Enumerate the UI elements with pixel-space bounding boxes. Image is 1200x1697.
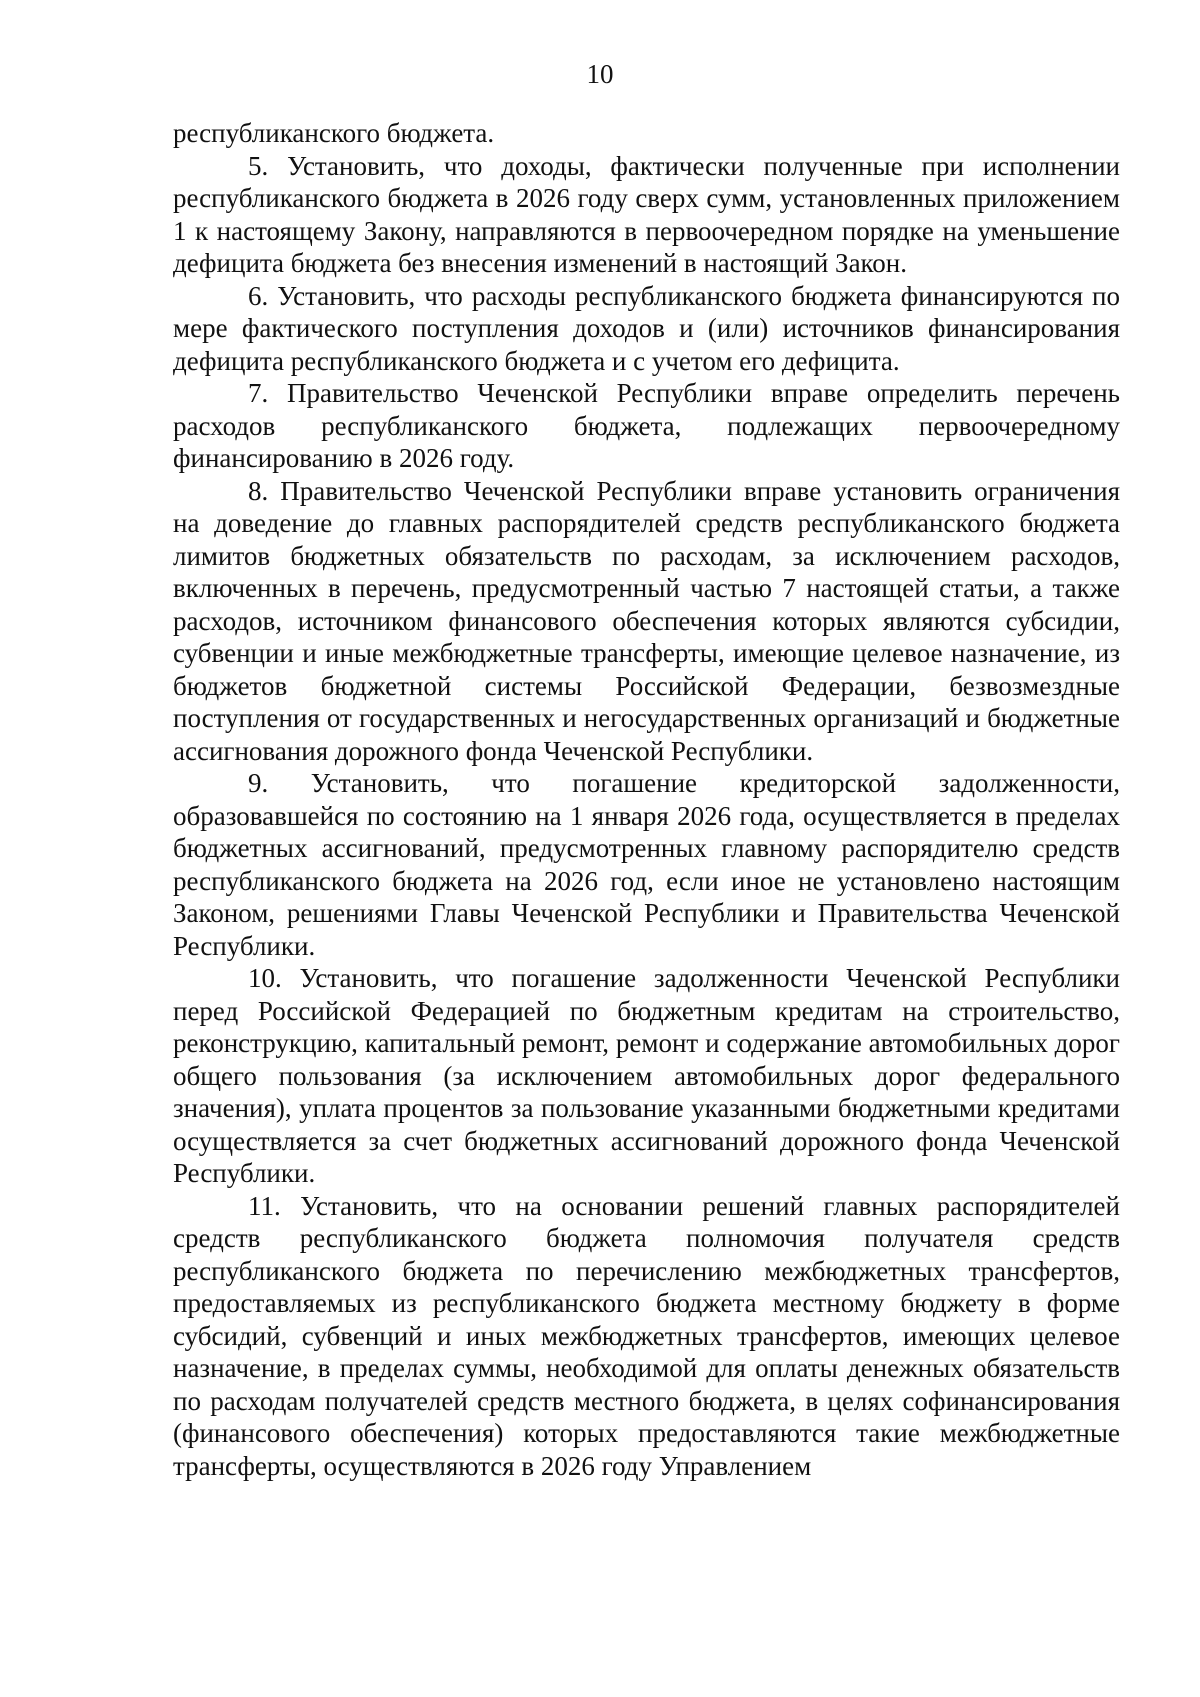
paragraph-continuation: республиканского бюджета.: [173, 118, 495, 148]
paragraph-item-8: 8. Правительство Чеченской Республики вправе установить ограничения на доведение до главных распорядителей средств республиканского бюджета лимитов бюджетных обязательств по расходам, за исключением расходов, включенных в перечень, предусмотренный частью 7 настоящей статьи, а также расходов, источником финансового обеспечения которых являются субсидии, субвенции и иные межбюджетные трансферты, имеющие целевое назначение, из бюджетов бюджетной системы Российской Федерации, безвозмездные поступления от государственных и негосударственных организаций и бюджетные ассигнования дорожного фонда Чеченской Республики.: [173, 475, 1120, 766]
paragraph-item-9: 9. Установить, что погашение кредиторской задолженности, образовавшейся по состоянию на 1 января 2026 года, осуществляется в пределах бюджетных ассигнований, предусмотренных главному распорядителю средств республиканского бюджета на 2026 год, если иное не установлено настоящим Законом, решениями Главы Чеченской Республики и Правительства Чеченской Республики.: [173, 768, 1120, 961]
page-number: 10: [586, 59, 614, 89]
paragraph-item-6: 6. Установить, что расходы республиканского бюджета финансируются по мере фактического поступления доходов и (или) источников финансирования дефицита республиканского бюджета и с учетом его дефицита.: [173, 280, 1120, 376]
body-text: [173, 117, 1120, 1482]
paragraph-item-11: 11. Установить, что на основании решений главных распорядителей средств республиканского бюджета полномочия получателя средств республиканского бюджета по перечислению межбюджетных трансфертов, предоставляемых из республиканского бюджета местному бюджету в форме субсидий, субвенций и иных межбюджетных трансфертов, имеющих целевое назначение, в пределах суммы, необходимой для оплаты денежных обязательств по расходам получателей средств местного бюджета, в целях софинансирования (финансового обеспечения) которых предоставляются такие межбюджетные трансферты, осуществляются в 2026 году Управлением: [173, 1190, 1120, 1481]
paragraph-item-10: 10. Установить, что погашение задолженности Чеченской Республики перед Российской Федерацией по бюджетным кредитам на строительство, реконструкцию, капитальный ремонт, ремонт и содержание автомобильных дорог общего пользования (за исключением автомобильных дорог федерального значения), уплата процентов за пользование указанными бюджетными кредитами осуществляется за счет бюджетных ассигнований дорожного фонда Чеченской Республики.: [173, 963, 1120, 1188]
paragraph-item-7: 7. Правительство Чеченской Республики вправе определить перечень расходов республиканского бюджета, подлежащих первоочередному финансированию в 2026 году.: [173, 378, 1120, 473]
paragraph-item-5: 5. Установить, что доходы, фактически полученные при исполнении республиканского бюджета в 2026 году сверх сумм, установленных приложением 1 к настоящему Закону, направляются в первоочередном порядке на уменьшение дефицита бюджета без внесения изменений в настоящий Закон.: [173, 150, 1120, 278]
